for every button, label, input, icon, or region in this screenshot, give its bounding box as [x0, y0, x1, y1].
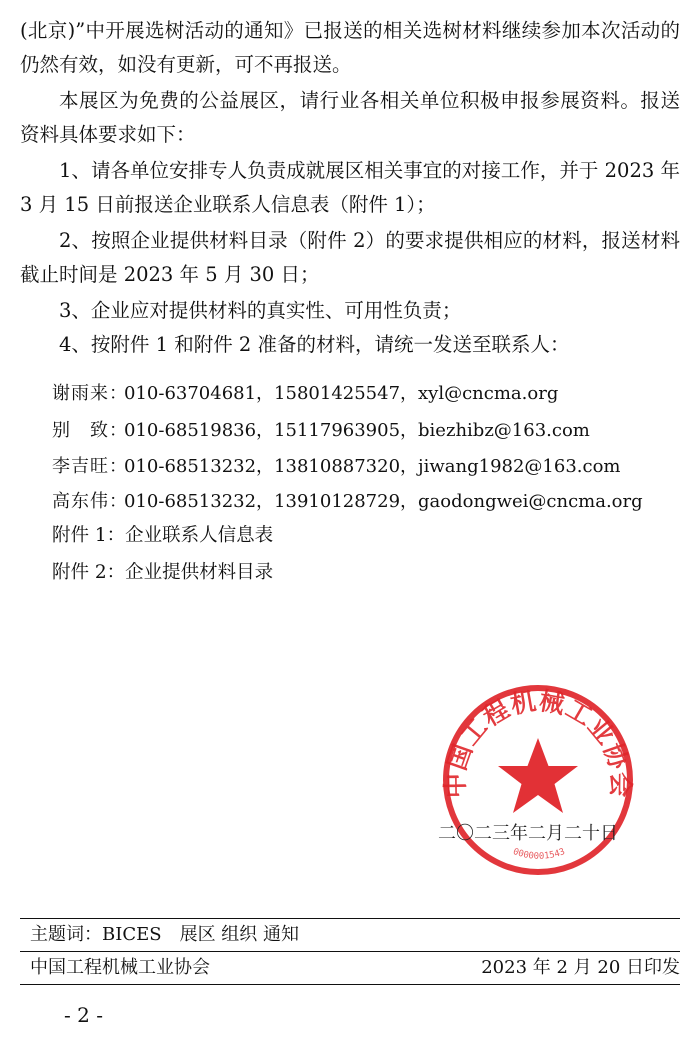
page-number: - 2 -	[64, 1003, 103, 1027]
contact-name: 李吉旺：	[52, 456, 128, 477]
seal-serial: 0000001543	[511, 846, 567, 862]
contact-info: 010-68513232，13810887320，jiwang1982@163.com	[124, 456, 621, 477]
contact-row	[52, 418, 590, 444]
divider-middle	[20, 951, 680, 952]
contact-name: 别 致：	[52, 420, 128, 441]
divider-bottom	[20, 984, 680, 985]
svg-text:0000001543	[511, 847, 566, 862]
contact-row	[52, 454, 621, 480]
seal-text: 中国工程机械工业协会	[440, 686, 636, 799]
contact-row	[52, 489, 643, 515]
contact-info: 010-63704681，15801425547，xyl@cncma.org	[124, 383, 559, 404]
attachment-2: 附件 2：企业提供材料目录	[52, 562, 274, 583]
keywords-line: 主题词：BICES 展区 组织 通知	[30, 924, 300, 945]
requirement-1: 1、请各单位安排专人负责成就展区相关事宜的对接工作，并于 2023 年 3 月 15 日前报送企业联系人信息表（附件 1）；	[20, 159, 680, 216]
contact-name: 谢雨来：	[52, 383, 128, 404]
paragraph-continuation: (北京)”中开展选树活动的通知》已报送的相关选树材料继续参加本次活动的仍然有效，如没有更新，可不再报送。	[20, 19, 680, 76]
paragraph-intro: 本展区为免费的公益展区，请行业各相关单位积极申报参展资料。报送资料具体要求如下：	[20, 89, 680, 146]
contact-info: 010-68519836，15117963905，biezhibz@163.com	[124, 420, 590, 441]
requirement-3: 3、企业应对提供材料的真实性、可用性负责；	[59, 299, 462, 322]
requirement-4: 4、按附件 1 和附件 2 准备的材料，请统一发送至联系人：	[59, 333, 570, 356]
divider-top	[20, 918, 680, 919]
requirement-2: 2、按照企业提供材料目录（附件 2）的要求提供相应的材料，报送材料截止时间是 2023 年 5 月 30 日；	[20, 229, 680, 286]
official-seal-stamp	[438, 680, 638, 880]
star-icon	[498, 738, 578, 813]
attachment-1: 附件 1：企业联系人信息表	[52, 525, 274, 546]
issuer-name: 中国工程机械工业协会	[30, 957, 210, 978]
contact-row	[52, 381, 558, 407]
contact-info: 010-68513232，13910128729，gaodongwei@cncma.org	[124, 491, 643, 512]
print-date: 2023 年 2 月 20 日印发	[481, 957, 680, 978]
contact-name: 高东伟：	[52, 491, 128, 512]
signature-date: 二〇二三年二月二十日	[438, 823, 618, 844]
